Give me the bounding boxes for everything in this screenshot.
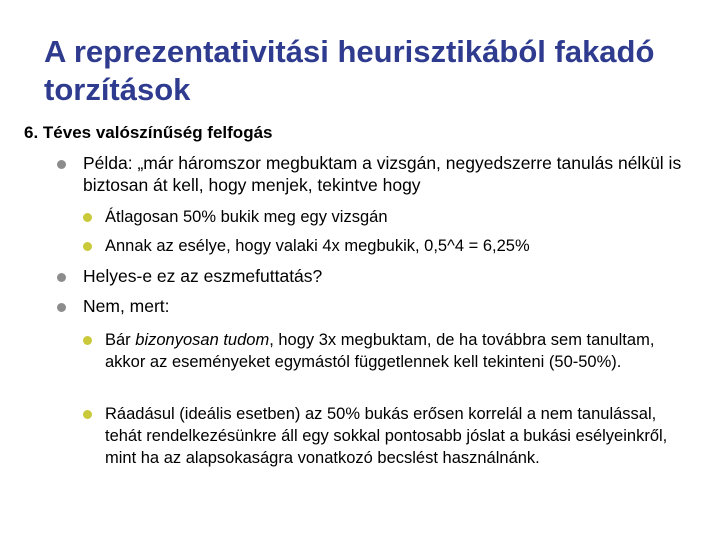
bullet-dot-icon xyxy=(83,410,92,419)
answer-text: Nem, mert: xyxy=(83,296,170,316)
example-text: Példa: „már háromszor megbuktam a vizsgán, negyedszerre tanulás nélkül is biztosan át kell, hogy menjek, tekintve hogy xyxy=(83,153,682,195)
reason-independence-emphasis: bizonyosan tudom xyxy=(135,331,270,349)
bullet-dot-icon xyxy=(57,303,66,312)
sub-point-average: Átlagosan 50% bukik meg egy vizsgán xyxy=(105,208,388,226)
slide-title: A reprezentativitási heurisztikából fakadó torzítások xyxy=(44,34,655,107)
reason-independence-start: Bár xyxy=(105,331,136,349)
reason-independence xyxy=(105,329,690,373)
bullet-dot-icon xyxy=(83,336,92,345)
bullet-dot-icon xyxy=(57,160,66,169)
bullet-dot-icon xyxy=(83,213,92,222)
reason-correlation: Ráadásul (ideális esetben) az 50% bukás erősen korrelál a nem tanulással, tehát rendelkezésünkre áll egy sokkal pontosabb jóslat a bukási esélyeinkről, mint ha az alapsokaságra vonatkozó becslést használnánk. xyxy=(105,405,668,467)
section-heading: 6. Téves valószínűség felfogás xyxy=(24,123,273,142)
reason-independence-end: , hogy 3x megbuktam, de ha továbbra sem tanultam, akkor az eseményeket egymástól függetlennek kell tekinteni (50-50%). xyxy=(105,331,655,371)
question-text: Helyes-e ez az eszmefuttatás? xyxy=(83,266,323,286)
bullet-dot-icon xyxy=(57,273,66,282)
bullet-dot-icon xyxy=(83,242,92,251)
sub-point-probability: Annak az esélye, hogy valaki 4x megbukik, 0,5^4 = 6,25% xyxy=(105,237,530,255)
